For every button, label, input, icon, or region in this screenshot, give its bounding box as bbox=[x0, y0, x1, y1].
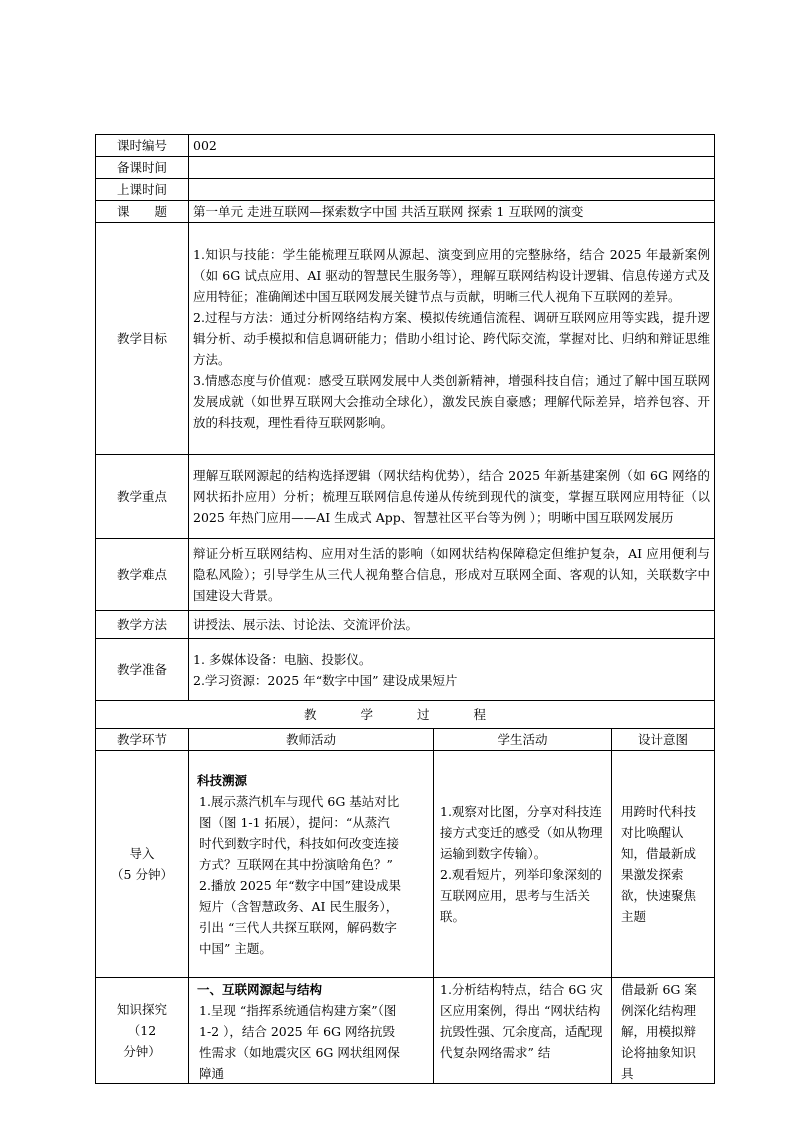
teacher-cell-intro bbox=[189, 751, 434, 978]
col-teacher: 教师活动 bbox=[189, 729, 434, 751]
goal-knowledge: 1.知识与技能：学生能梳理互联网从源起、演变到应用的完整脉络，结合 2025 年最新案例（如 6G 试点应用、AI 驱动的智慧民生服务等），理解互联网结构设计逻辑、信息传递方式及应用特征；准确阐述中国互联网发展关键节点与贡献，明晰三代人视角下互联网的差异。 bbox=[193, 247, 710, 304]
row-class-time bbox=[96, 179, 715, 201]
stage-time: （5 分钟） bbox=[111, 867, 173, 882]
row-key-points bbox=[96, 455, 715, 539]
lesson-plan-table bbox=[95, 134, 715, 1084]
student-cell-explore bbox=[434, 978, 612, 1084]
row-lesson-no bbox=[96, 135, 715, 157]
process-row-explore bbox=[96, 978, 715, 1084]
value-preparation bbox=[189, 639, 715, 701]
label-methods: 教学方法 bbox=[96, 611, 189, 639]
label-topic: 课 题 bbox=[96, 201, 189, 223]
row-methods bbox=[96, 611, 715, 639]
teacher-title: 科技溯源 bbox=[197, 772, 248, 788]
preparation-item-1: 1. 多媒体设备：电脑、投影仪。 bbox=[193, 651, 372, 667]
col-student: 学生活动 bbox=[434, 729, 612, 751]
teacher-clip bbox=[197, 979, 425, 1083]
value-topic: 第一单元 走进互联网—探索数字中国 共活互联网 探索 1 互联网的演变 bbox=[189, 201, 715, 223]
stage-cell-explore bbox=[96, 978, 189, 1084]
process-row-intro bbox=[96, 751, 715, 978]
value-methods: 讲授法、展示法、讨论法、交流评价法。 bbox=[189, 611, 715, 639]
teacher-item: 1.展示蒸汽机车与现代 6G 基站对比图（图 1-1 拓展），提问：“从蒸汽时代到数字时代，科技如何改变连接方式？互联网在其中扮演啥角色？” bbox=[199, 793, 400, 872]
row-difficulties bbox=[96, 539, 715, 611]
value-class-time bbox=[189, 179, 715, 201]
stage-time: （12 分钟） bbox=[123, 1023, 161, 1059]
label-key-points: 教学重点 bbox=[96, 455, 189, 539]
teacher-item: 2.播放 2025 年“数字中国”建设成果短片（含智慧政务、AI 民生服务），引出 “三代人共探互联网，解码数字中国” 主题。 bbox=[199, 877, 401, 956]
stage-name: 导入 bbox=[129, 846, 155, 861]
stage-cell-intro bbox=[96, 751, 189, 978]
row-topic bbox=[96, 201, 715, 223]
intent-text: 借最新 6G 案例深化结构理解，用模拟辩论将抽象知识具 bbox=[621, 981, 697, 1081]
teacher-items bbox=[197, 791, 425, 959]
student-item: 2.观看短片，列举印象深刻的互联网应用，思考与生活关联。 bbox=[440, 867, 602, 924]
teacher-title: 一、互联网源起与结构 bbox=[197, 981, 323, 997]
label-prep-time: 备课时间 bbox=[96, 157, 189, 179]
student-clip bbox=[440, 979, 605, 1083]
value-goals bbox=[189, 223, 715, 455]
intent-cell-explore bbox=[612, 978, 715, 1084]
col-stage: 教学环节 bbox=[96, 729, 189, 751]
process-column-headers bbox=[96, 729, 715, 751]
value-key-points bbox=[189, 455, 715, 539]
row-process-header bbox=[96, 701, 715, 729]
col-intent: 设计意图 bbox=[612, 729, 715, 751]
goal-process: 2.过程与方法：通过分析网络结构方案、模拟传统通信流程、调研互联网应用等实践，提升逻辑分析、动手模拟和信息调研能力；借助小组讨论、跨代际交流，掌握对比、归纳和辩证思维方法。 bbox=[193, 310, 710, 367]
intent-cell-intro: 用跨时代科技对比唤醒认知，借最新成果激发探索欲，快速聚焦主题 bbox=[612, 751, 715, 978]
label-lesson-no: 课时编号 bbox=[96, 135, 189, 157]
label-class-time: 上课时间 bbox=[96, 179, 189, 201]
preparation-item-2: 2.学习资源：2025 年“数字中国” 建设成果短片 bbox=[193, 672, 458, 688]
row-prep-time bbox=[96, 157, 715, 179]
student-cell-intro bbox=[434, 751, 612, 978]
difficulties-text: 辩证分析互联网结构、应用对生活的影响（如网状结构保障稳定但维护复杂，AI 应用便利与隐私风险）；引导学生从三代人视角整合信息，形成对互联网全面、客观的认知，关联数字中国建设大背景。 bbox=[193, 546, 710, 603]
label-goals: 教学目标 bbox=[96, 223, 189, 455]
label-preparation: 教学准备 bbox=[96, 639, 189, 701]
student-item: 1.观察对比图，分享对科技连接方式变迁的感受（如从物理运输到数字传输）。 bbox=[440, 804, 603, 861]
stage-name: 知识探究 bbox=[116, 1002, 167, 1017]
teacher-item: 1.呈现 “指挥系统通信构建方案”（图 1-2 ），结合 2025 年 6G 网络抗毁性需求（如地震灾区 6G 网状组网保障通 bbox=[199, 1002, 400, 1081]
student-item: 1.分析结构特点，结合 6G 灾区应用案例，得出 “网状结构抗毁性强、冗余度高，适配现代复杂网络需求” 结 bbox=[440, 981, 603, 1060]
value-prep-time bbox=[189, 157, 715, 179]
process-header: 教 学 过 程 bbox=[96, 701, 715, 729]
key-points-text: 理解互联网源起的结构选择逻辑（网状结构优势），结合 2025 年新基建案例（如 6G 网络的网状拓扑应用）分析；梳理互联网信息传递从传统到现代的演变，掌握互联网应用特征（以 2025 年热门应用——AI 生成式 App、智慧社区平台等为例 ）；明晰中国互联网发展历 bbox=[193, 468, 710, 525]
row-preparation bbox=[96, 639, 715, 701]
goal-values: 3.情感态度与价值观：感受互联网发展中人类创新精神，增强科技自信；通过了解中国互联网发展成就（如世界互联网大会推动全球化），激发民族自豪感；理解代际差异，培养包容、开放的科技观，理性看待互联网影响。 bbox=[193, 373, 710, 430]
label-difficulties: 教学难点 bbox=[96, 539, 189, 611]
teacher-cell-explore bbox=[189, 978, 434, 1084]
row-goals bbox=[96, 223, 715, 455]
value-lesson-no: 002 bbox=[189, 135, 715, 157]
value-difficulties bbox=[189, 539, 715, 611]
